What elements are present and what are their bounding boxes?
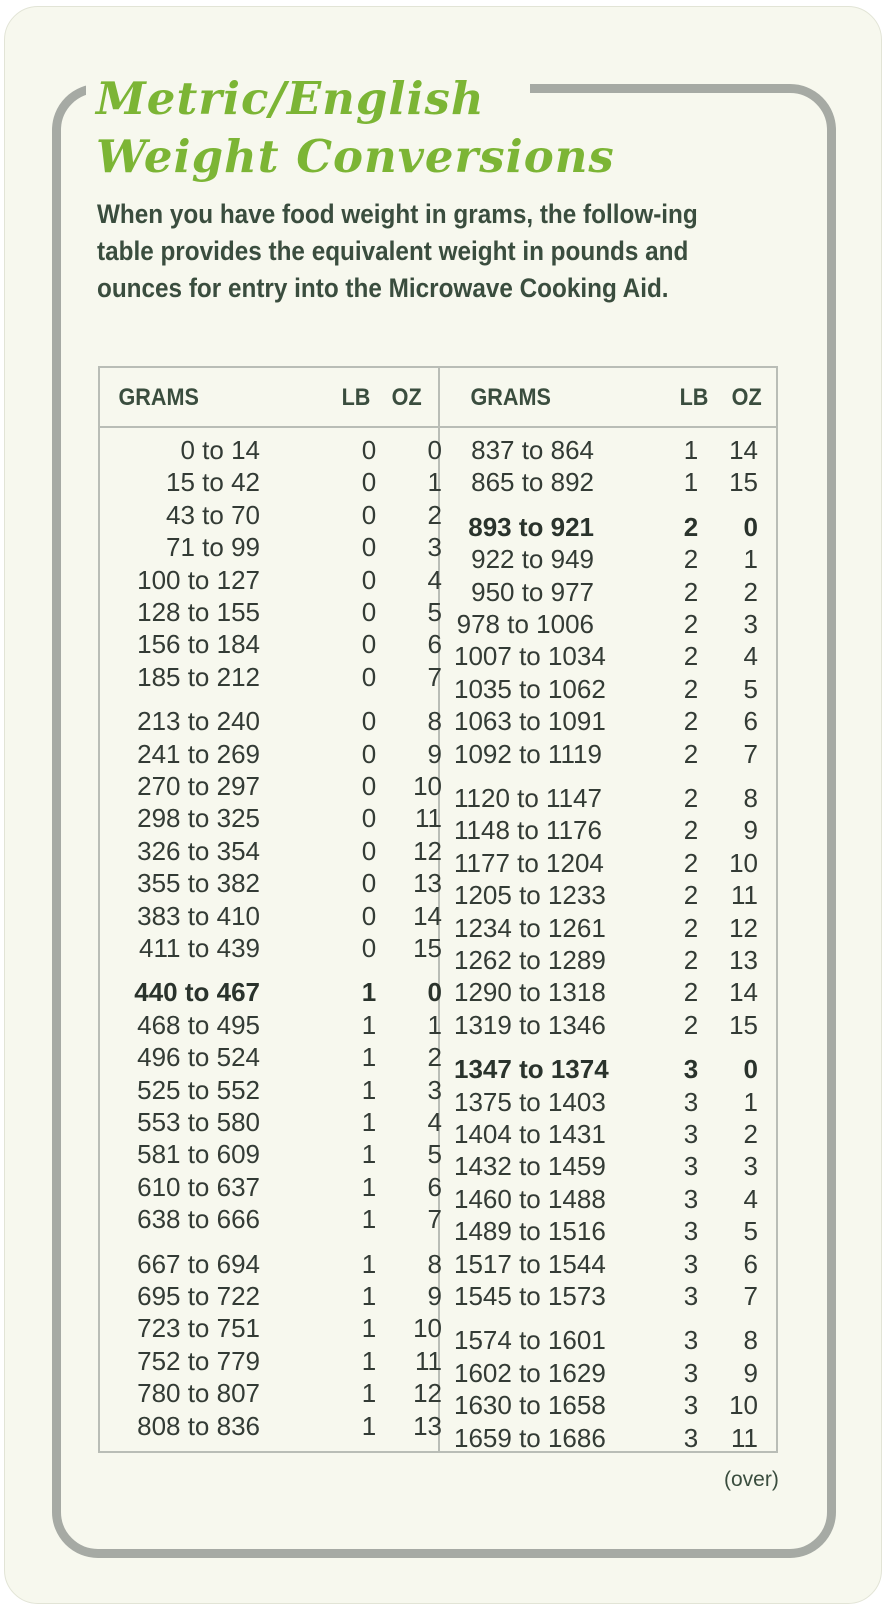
grams-cell: 100 to 127 bbox=[137, 564, 260, 595]
oz-cell: 1 bbox=[427, 1009, 442, 1040]
table-row bbox=[454, 608, 784, 640]
oz-cell: 14 bbox=[413, 900, 442, 931]
lb-cell: 0 bbox=[361, 661, 377, 692]
lb-cell: 3 bbox=[683, 1086, 699, 1117]
lb-cell: 2 bbox=[683, 738, 699, 769]
lb-cell: 0 bbox=[361, 868, 377, 899]
lb-cell: 0 bbox=[361, 771, 377, 801]
table-row bbox=[114, 1248, 444, 1280]
over-note: (over) bbox=[724, 1468, 779, 1491]
lb-cell: 3 bbox=[683, 1054, 699, 1085]
oz-cell: 6 bbox=[427, 629, 442, 660]
grams-cell: 893 to 921 bbox=[468, 511, 594, 542]
lb-cell: 0 bbox=[361, 900, 377, 931]
table-row bbox=[454, 1118, 784, 1150]
lb-cell: 3 bbox=[683, 1325, 699, 1356]
oz-cell: 0 bbox=[427, 435, 442, 465]
oz-cell: 8 bbox=[427, 706, 442, 737]
grams-cell: 496 to 524 bbox=[137, 1042, 260, 1073]
lb-cell: 2 bbox=[683, 1009, 699, 1040]
grams-cell: 468 to 495 bbox=[137, 1009, 260, 1040]
oz-cell: 0 bbox=[427, 977, 442, 1008]
oz-cell: 10 bbox=[729, 1390, 758, 1421]
lb-cell: 3 bbox=[683, 1216, 699, 1247]
table-row bbox=[114, 466, 444, 498]
table-row bbox=[114, 1312, 444, 1344]
table-row bbox=[454, 1357, 784, 1389]
grams-cell: 865 to 892 bbox=[471, 467, 594, 498]
grams-cell: 156 to 184 bbox=[137, 629, 260, 660]
lb-cell: 1 bbox=[361, 1139, 377, 1170]
grams-cell: 1092 to 1119 bbox=[454, 738, 602, 769]
lb-cell: 1 bbox=[361, 1074, 377, 1105]
table-row bbox=[114, 900, 444, 932]
oz-cell: 4 bbox=[743, 1183, 758, 1214]
grams-cell: 1545 to 1573 bbox=[454, 1281, 606, 1311]
oz-cell: 13 bbox=[729, 945, 758, 975]
lb-cell: 2 bbox=[683, 511, 699, 542]
table-row bbox=[454, 1280, 784, 1312]
grams-cell: 581 to 609 bbox=[137, 1139, 260, 1170]
table-row bbox=[114, 1410, 444, 1442]
table-row bbox=[454, 1324, 784, 1356]
table-row bbox=[114, 802, 444, 834]
table-row bbox=[114, 835, 444, 867]
lb-cell: 2 bbox=[683, 609, 699, 639]
table-row bbox=[114, 1009, 444, 1041]
grams-cell: 1404 to 1431 bbox=[454, 1119, 606, 1149]
lb-cell: 1 bbox=[361, 1171, 377, 1202]
table-row bbox=[454, 1389, 784, 1421]
oz-cell: 0 bbox=[743, 511, 758, 542]
lb-cell: 1 bbox=[361, 1204, 377, 1235]
grams-cell: 525 to 552 bbox=[137, 1074, 260, 1105]
table-row bbox=[114, 705, 444, 737]
table-row bbox=[454, 879, 784, 911]
lb-cell: 0 bbox=[361, 933, 377, 963]
grams-cell: 1517 to 1544 bbox=[454, 1248, 606, 1279]
grams-cell: 1489 to 1516 bbox=[454, 1216, 606, 1247]
table-row bbox=[114, 867, 444, 899]
lb-cell: 2 bbox=[683, 945, 699, 975]
table-row bbox=[454, 576, 784, 608]
grams-cell: 270 to 297 bbox=[137, 771, 260, 801]
grams-cell: 922 to 949 bbox=[471, 544, 594, 575]
lb-cell: 0 bbox=[361, 564, 377, 595]
table-row bbox=[454, 1150, 784, 1182]
grams-cell: 837 to 864 bbox=[471, 435, 594, 465]
oz-cell: 12 bbox=[729, 912, 758, 943]
lb-cell: 1 bbox=[361, 1313, 377, 1344]
grams-cell: 1234 to 1261 bbox=[454, 912, 606, 943]
table-row bbox=[454, 543, 784, 575]
oz-cell: 13 bbox=[413, 868, 442, 899]
header-oz-left: OZ bbox=[391, 384, 422, 411]
grams-cell: 15 to 42 bbox=[166, 467, 260, 498]
oz-cell: 15 bbox=[729, 467, 758, 498]
oz-cell: 1 bbox=[743, 544, 758, 575]
lb-cell: 1 bbox=[683, 435, 699, 465]
lb-cell: 1 bbox=[361, 1345, 377, 1376]
grams-cell: 355 to 382 bbox=[137, 868, 260, 899]
oz-cell: 15 bbox=[729, 1009, 758, 1040]
oz-cell: 1 bbox=[427, 467, 442, 498]
grams-cell: 1035 to 1062 bbox=[454, 673, 606, 704]
header-grams-left: GRAMS bbox=[118, 384, 199, 411]
grams-cell: 1659 to 1686 bbox=[454, 1422, 606, 1453]
table-row bbox=[114, 499, 444, 531]
grams-cell: 780 to 807 bbox=[137, 1378, 260, 1409]
lb-cell: 0 bbox=[361, 629, 377, 660]
oz-cell: 4 bbox=[427, 564, 442, 595]
grams-cell: 326 to 354 bbox=[137, 835, 260, 866]
lb-cell: 1 bbox=[361, 1042, 377, 1073]
oz-cell: 9 bbox=[427, 1281, 442, 1311]
grams-cell: 1262 to 1289 bbox=[454, 945, 606, 975]
grams-cell: 43 to 70 bbox=[166, 499, 260, 530]
table-row bbox=[454, 847, 784, 879]
oz-cell: 9 bbox=[427, 738, 442, 769]
grams-cell: 298 to 325 bbox=[137, 803, 260, 834]
lb-cell: 2 bbox=[683, 815, 699, 846]
grams-cell: 185 to 212 bbox=[137, 661, 260, 692]
oz-cell: 3 bbox=[427, 532, 442, 563]
lb-cell: 2 bbox=[683, 706, 699, 737]
grams-cell: 1177 to 1204 bbox=[454, 847, 604, 878]
table-row bbox=[114, 1280, 444, 1312]
oz-cell: 7 bbox=[743, 738, 758, 769]
table-row bbox=[114, 1171, 444, 1203]
lb-cell: 0 bbox=[361, 467, 377, 498]
grams-cell: 1602 to 1629 bbox=[454, 1357, 606, 1388]
oz-cell: 4 bbox=[743, 641, 758, 672]
table-row bbox=[114, 738, 444, 770]
lb-cell: 1 bbox=[361, 1281, 377, 1311]
lb-cell: 3 bbox=[683, 1183, 699, 1214]
oz-cell: 2 bbox=[427, 499, 442, 530]
lb-cell: 1 bbox=[361, 1107, 377, 1137]
oz-cell: 2 bbox=[743, 576, 758, 607]
title-line-1: Metric/English bbox=[96, 72, 485, 125]
page-title bbox=[96, 70, 615, 186]
table-row bbox=[114, 1377, 444, 1409]
table-row bbox=[114, 932, 444, 964]
lb-cell: 2 bbox=[683, 847, 699, 878]
table-row bbox=[454, 466, 784, 498]
grams-cell: 1319 to 1346 bbox=[454, 1009, 606, 1040]
grams-cell: 1063 to 1091 bbox=[454, 706, 606, 737]
lb-cell: 0 bbox=[361, 835, 377, 866]
oz-cell: 0 bbox=[743, 1054, 758, 1085]
lb-cell: 3 bbox=[683, 1390, 699, 1421]
oz-cell: 9 bbox=[743, 1357, 758, 1388]
oz-cell: 14 bbox=[729, 435, 758, 465]
lb-cell: 2 bbox=[683, 641, 699, 672]
grams-cell: 128 to 155 bbox=[137, 597, 260, 627]
table-row bbox=[454, 1086, 784, 1118]
table-row bbox=[114, 976, 444, 1008]
conversion-table bbox=[98, 366, 778, 1453]
table-row bbox=[114, 1203, 444, 1235]
oz-cell: 9 bbox=[743, 815, 758, 846]
oz-cell: 3 bbox=[743, 609, 758, 639]
table-row bbox=[114, 1106, 444, 1138]
oz-cell: 3 bbox=[427, 1074, 442, 1105]
lb-cell: 3 bbox=[683, 1422, 699, 1453]
oz-cell: 8 bbox=[743, 783, 758, 813]
table-row bbox=[454, 944, 784, 976]
oz-cell: 11 bbox=[731, 880, 758, 911]
table-row bbox=[454, 1009, 784, 1041]
table-row bbox=[454, 1422, 784, 1454]
lb-cell: 2 bbox=[683, 880, 699, 911]
lb-cell: 1 bbox=[361, 977, 377, 1008]
grams-cell: 695 to 722 bbox=[137, 1281, 260, 1311]
lb-cell: 1 bbox=[361, 1248, 377, 1279]
oz-cell: 5 bbox=[427, 597, 442, 627]
lb-cell: 3 bbox=[683, 1281, 699, 1311]
grams-cell: 978 to 1006 bbox=[456, 609, 594, 639]
oz-cell: 5 bbox=[743, 673, 758, 704]
grams-cell: 1574 to 1601 bbox=[454, 1325, 606, 1356]
table-row bbox=[454, 1215, 784, 1247]
oz-cell: 11 bbox=[415, 803, 442, 834]
grams-cell: 1148 to 1176 bbox=[454, 815, 602, 846]
header-grams-right: GRAMS bbox=[470, 384, 551, 411]
lb-cell: 0 bbox=[361, 706, 377, 737]
table-row bbox=[454, 782, 784, 814]
grams-cell: 0 to 14 bbox=[180, 435, 260, 465]
lb-cell: 1 bbox=[361, 1378, 377, 1409]
table-row bbox=[114, 628, 444, 660]
oz-cell: 7 bbox=[743, 1281, 758, 1311]
oz-cell: 12 bbox=[413, 835, 442, 866]
table-row bbox=[114, 1345, 444, 1377]
lb-cell: 2 bbox=[683, 673, 699, 704]
table-row bbox=[454, 1248, 784, 1280]
grams-cell: 411 to 439 bbox=[139, 933, 260, 963]
lb-cell: 3 bbox=[683, 1248, 699, 1279]
grams-cell: 723 to 751 bbox=[137, 1313, 260, 1344]
lb-cell: 2 bbox=[683, 912, 699, 943]
table-row bbox=[114, 770, 444, 802]
oz-cell: 10 bbox=[413, 1313, 442, 1344]
table-row bbox=[454, 976, 784, 1008]
oz-cell: 4 bbox=[427, 1107, 442, 1137]
oz-cell: 15 bbox=[413, 933, 442, 963]
oz-cell: 3 bbox=[743, 1151, 758, 1182]
table-row bbox=[114, 1138, 444, 1170]
title-line-2: Weight Conversions bbox=[96, 130, 615, 183]
lb-cell: 2 bbox=[683, 544, 699, 575]
table-row bbox=[114, 1041, 444, 1073]
table-row bbox=[114, 564, 444, 596]
table-row bbox=[114, 596, 444, 628]
lb-cell: 0 bbox=[361, 803, 377, 834]
oz-cell: 5 bbox=[743, 1216, 758, 1247]
oz-cell: 13 bbox=[413, 1410, 442, 1441]
oz-cell: 11 bbox=[415, 1345, 442, 1376]
table-row bbox=[454, 1053, 784, 1085]
grams-cell: 1630 to 1658 bbox=[454, 1390, 606, 1421]
grams-cell: 610 to 637 bbox=[137, 1171, 260, 1202]
table-row bbox=[114, 434, 444, 466]
lb-cell: 1 bbox=[361, 1009, 377, 1040]
grams-cell: 1120 to 1147 bbox=[454, 783, 602, 813]
intro-text: When you have food weight in grams, the follow-ing table provides the equivalent weight in pounds and ounces for entry into the Microwave Cooking Aid. bbox=[97, 199, 698, 303]
grams-cell: 808 to 836 bbox=[137, 1410, 260, 1441]
grams-cell: 241 to 269 bbox=[137, 738, 260, 769]
grams-cell: 667 to 694 bbox=[137, 1248, 260, 1279]
lb-cell: 3 bbox=[683, 1357, 699, 1388]
table-row bbox=[454, 1183, 784, 1215]
grams-cell: 1290 to 1318 bbox=[454, 977, 606, 1008]
table-row bbox=[454, 434, 784, 466]
grams-cell: 950 to 977 bbox=[471, 576, 594, 607]
table-row bbox=[454, 705, 784, 737]
lb-cell: 1 bbox=[361, 1410, 377, 1441]
lb-cell: 2 bbox=[683, 977, 699, 1008]
lb-cell: 2 bbox=[683, 783, 699, 813]
grams-cell: 1007 to 1034 bbox=[454, 641, 606, 672]
table-row bbox=[454, 673, 784, 705]
oz-cell: 6 bbox=[743, 1248, 758, 1279]
table-row bbox=[454, 814, 784, 846]
grams-cell: 1205 to 1233 bbox=[454, 880, 606, 911]
table-row bbox=[114, 661, 444, 693]
grams-cell: 213 to 240 bbox=[137, 706, 260, 737]
table-row bbox=[454, 912, 784, 944]
oz-cell: 2 bbox=[743, 1119, 758, 1149]
oz-cell: 6 bbox=[427, 1171, 442, 1202]
lb-cell: 1 bbox=[683, 467, 699, 498]
lb-cell: 0 bbox=[361, 499, 377, 530]
oz-cell: 8 bbox=[427, 1248, 442, 1279]
grams-cell: 553 to 580 bbox=[137, 1107, 260, 1137]
table-row bbox=[114, 531, 444, 563]
oz-cell: 7 bbox=[427, 1204, 442, 1235]
oz-cell: 12 bbox=[413, 1378, 442, 1409]
grams-cell: 71 to 99 bbox=[166, 532, 260, 563]
grams-cell: 1432 to 1459 bbox=[454, 1151, 606, 1182]
grams-cell: 383 to 410 bbox=[137, 900, 260, 931]
oz-cell: 10 bbox=[729, 847, 758, 878]
lb-cell: 0 bbox=[361, 597, 377, 627]
grams-cell: 1347 to 1374 bbox=[454, 1054, 609, 1085]
oz-cell: 8 bbox=[743, 1325, 758, 1356]
oz-cell: 10 bbox=[413, 771, 442, 801]
grams-cell: 440 to 467 bbox=[134, 977, 260, 1008]
header-oz-right: OZ bbox=[731, 384, 762, 411]
lb-cell: 3 bbox=[683, 1151, 699, 1182]
table-row bbox=[454, 511, 784, 543]
table-row bbox=[454, 640, 784, 672]
oz-cell: 5 bbox=[427, 1139, 442, 1170]
grams-cell: 752 to 779 bbox=[137, 1345, 260, 1376]
grams-cell: 1460 to 1488 bbox=[454, 1183, 606, 1214]
lb-cell: 0 bbox=[361, 738, 377, 769]
header-lb-left: LB bbox=[341, 384, 371, 411]
oz-cell: 2 bbox=[427, 1042, 442, 1073]
table-row bbox=[454, 738, 784, 770]
grams-cell: 638 to 666 bbox=[137, 1204, 260, 1235]
grams-cell: 1375 to 1403 bbox=[454, 1086, 606, 1117]
oz-cell: 1 bbox=[743, 1086, 758, 1117]
lb-cell: 3 bbox=[683, 1119, 699, 1149]
lb-cell: 2 bbox=[683, 576, 699, 607]
lb-cell: 0 bbox=[361, 532, 377, 563]
oz-cell: 11 bbox=[731, 1422, 758, 1453]
oz-cell: 7 bbox=[427, 661, 442, 692]
oz-cell: 14 bbox=[729, 977, 758, 1008]
oz-cell: 6 bbox=[743, 706, 758, 737]
header-lb-right: LB bbox=[679, 384, 709, 411]
table-row bbox=[114, 1074, 444, 1106]
lb-cell: 0 bbox=[361, 435, 377, 465]
